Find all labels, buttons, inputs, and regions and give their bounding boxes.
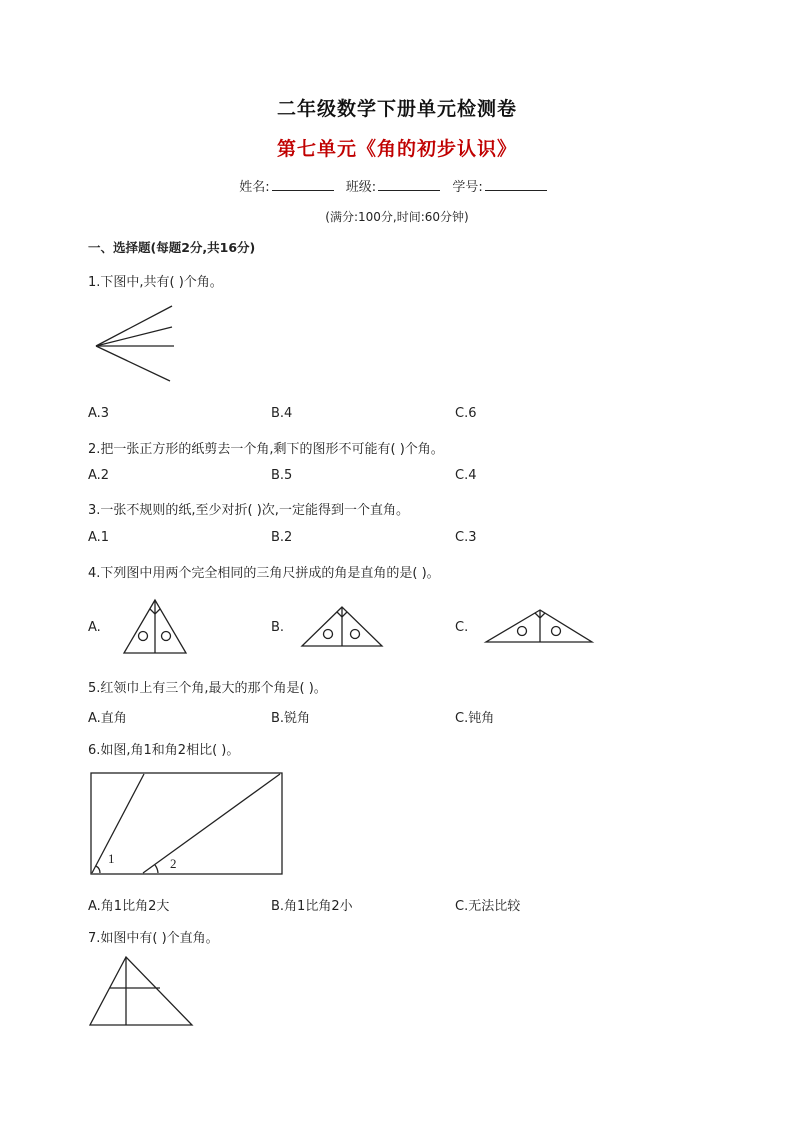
- q5-option-a[interactable]: A.直角: [88, 711, 127, 726]
- student-info-row: [0, 176, 794, 195]
- q1-rays-figure: [90, 300, 190, 390]
- class-label: 班级:: [345, 180, 377, 195]
- q2-option-b[interactable]: B.5: [271, 468, 293, 483]
- q1-option-a[interactable]: A.3: [88, 406, 110, 421]
- q6-rectangle-figure: [90, 772, 284, 876]
- question-1: 1.下图中,共有( )个角。: [88, 275, 223, 290]
- q3-option-a[interactable]: A.1: [88, 530, 110, 545]
- q6-option-a[interactable]: A.角1比角2大: [88, 899, 170, 914]
- angle-1-label: 1: [108, 851, 115, 866]
- unit-subtitle: 第七单元《角的初步认识》: [276, 138, 517, 160]
- exam-meta: (满分:100分,时间:60分钟): [325, 210, 469, 224]
- q5-option-c[interactable]: C.钝角: [455, 711, 495, 726]
- q4-option-a[interactable]: A.: [88, 620, 101, 635]
- q3-option-b[interactable]: B.2: [271, 530, 293, 545]
- angle-2-label: 2: [170, 856, 177, 871]
- page-title: 二年级数学下册单元检测卷: [276, 98, 517, 120]
- name-blank[interactable]: [272, 178, 334, 191]
- q2-option-a[interactable]: A.2: [88, 468, 110, 483]
- q2-option-c[interactable]: C.4: [455, 468, 477, 483]
- q1-option-c[interactable]: C.6: [455, 406, 477, 421]
- id-label: 学号:: [452, 180, 483, 195]
- name-label: 姓名:: [239, 180, 270, 195]
- question-4: 4.下列图中用两个完全相同的三角尺拼成的角是直角的是( )。: [88, 566, 440, 581]
- q7-triangle-figure: [88, 955, 194, 1027]
- q6-option-b[interactable]: B.角1比角2小: [271, 899, 353, 914]
- q4-option-c[interactable]: C.: [455, 620, 469, 635]
- class-blank[interactable]: [378, 178, 440, 191]
- question-6: 6.如图,角1和角2相比( )。: [88, 743, 240, 758]
- question-2: 2.把一张正方形的纸剪去一个角,剩下的图形不可能有( )个角。: [88, 442, 444, 457]
- question-3: 3.一张不规则的纸,至少对折( )次,一定能得到一个直角。: [88, 503, 409, 518]
- q6-option-c[interactable]: C.无法比较: [455, 899, 521, 914]
- q4-figure-a: [122, 598, 188, 656]
- q4-figure-c: [484, 609, 596, 645]
- q5-option-b[interactable]: B.锐角: [271, 711, 311, 726]
- q1-option-b[interactable]: B.4: [271, 406, 293, 421]
- q4-option-b[interactable]: B.: [271, 620, 285, 635]
- id-blank[interactable]: [485, 178, 547, 191]
- question-5: 5.红领巾上有三个角,最大的那个角是( )。: [88, 681, 327, 696]
- q4-figure-b: [300, 606, 384, 648]
- section-title: 一、选择题(每题2分,共16分): [88, 240, 256, 255]
- q3-option-c[interactable]: C.3: [455, 530, 477, 545]
- question-7: 7.如图中有( )个直角。: [88, 931, 219, 946]
